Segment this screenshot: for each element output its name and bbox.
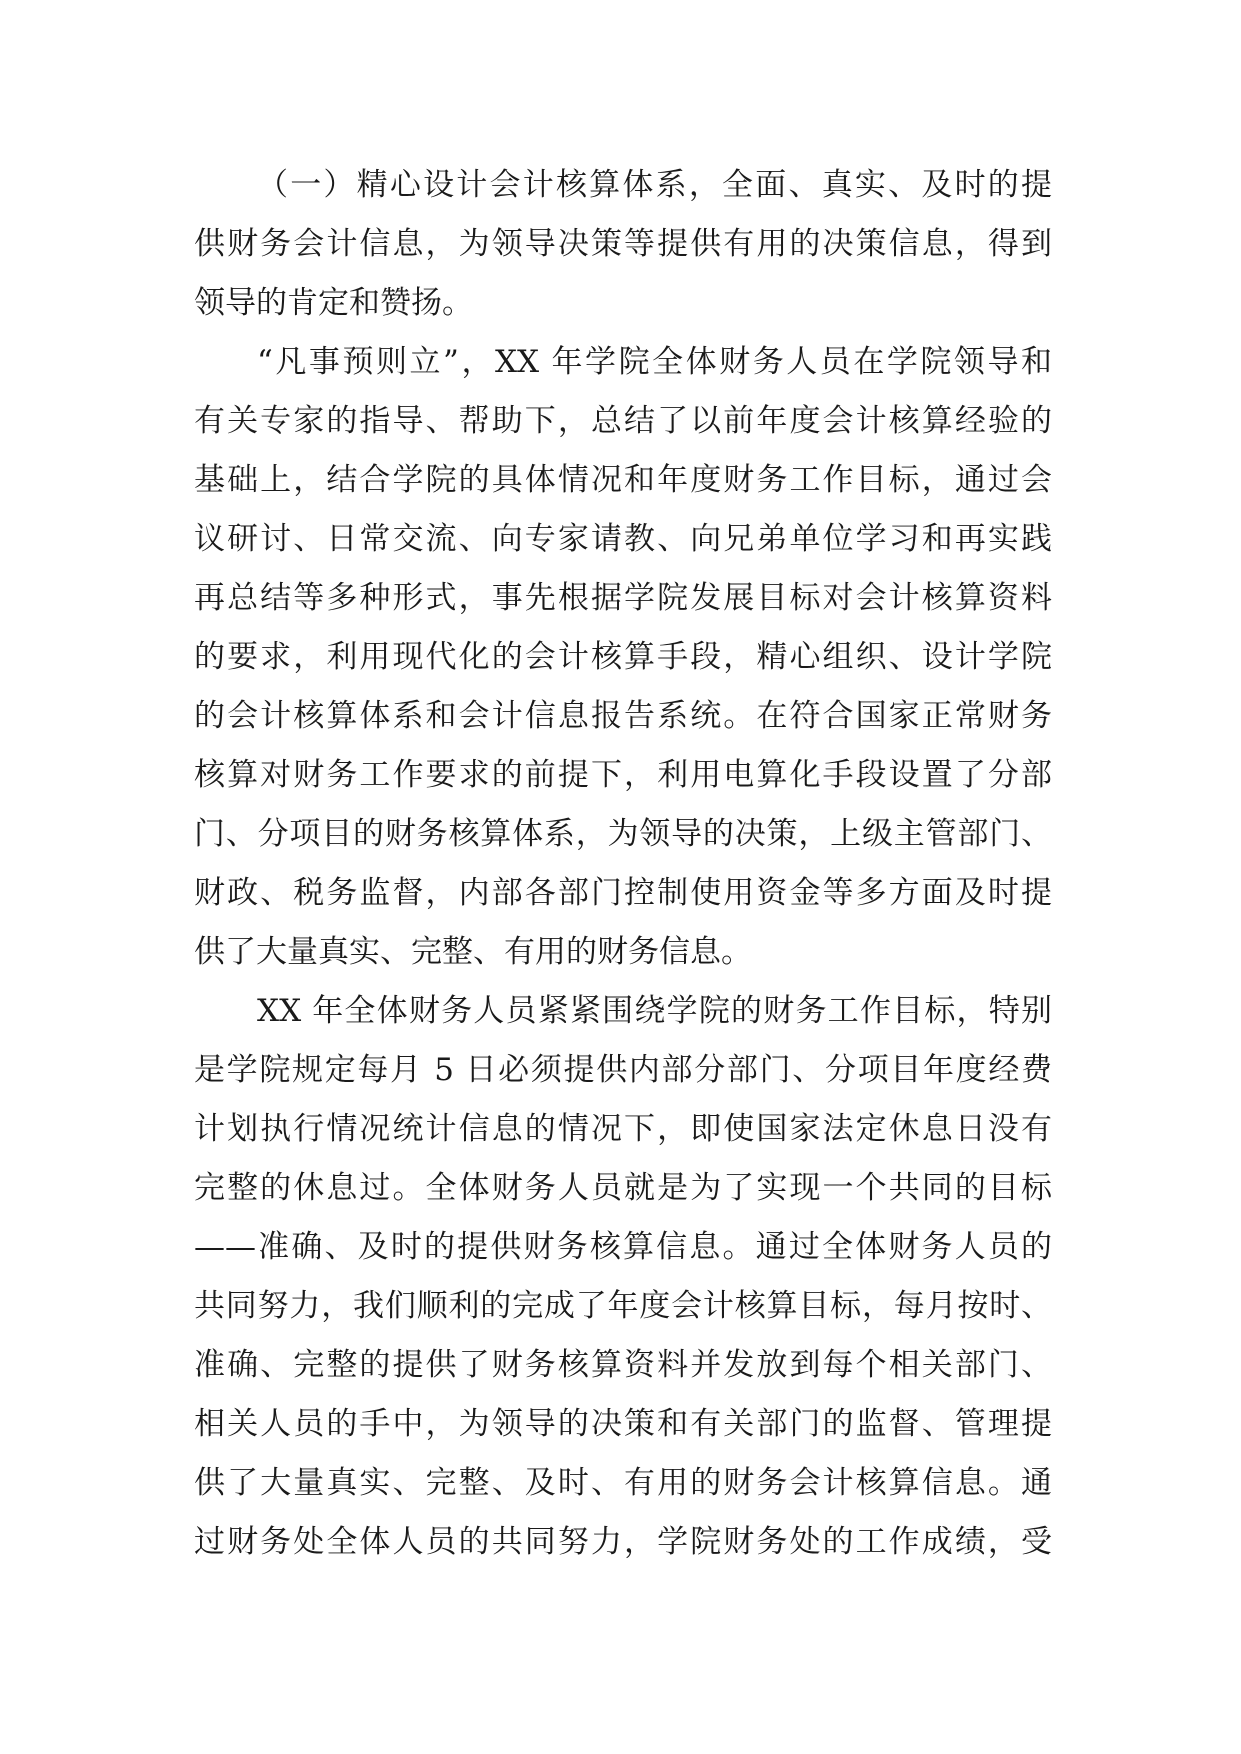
paragraph-3-line-5: ——准确、及时的提供财务核算信息。通过全体财务人员的 — [194, 1229, 1052, 1265]
paragraph-2-line-2: 有关专家的指导、帮助下，总结了以前年度会计核算经验的 — [194, 403, 1052, 439]
paragraph-1-line-3: 领导的肯定和赞扬。 — [194, 285, 473, 321]
paragraph-2-line-3: 基础上，结合学院的具体情况和年度财务工作目标，通过会 — [194, 462, 1052, 498]
paragraph-2-line-10: 财政、税务监督，内部各部门控制使用资金等多方面及时提 — [194, 875, 1052, 911]
paragraph-2-line-5: 再总结等多种形式，事先根据学院发展目标对会计核算资料 — [194, 580, 1052, 616]
paragraph-2-line-8: 核算对财务工作要求的前提下，利用电算化手段设置了分部 — [194, 757, 1052, 793]
paragraph-2-line-11: 供了大量真实、完整、有用的财务信息。 — [194, 934, 752, 970]
paragraph-3-line-7: 准确、完整的提供了财务核算资料并发放到每个相关部门、 — [194, 1347, 1052, 1383]
paragraph-1-line-1: （一）精心设计会计核算体系，全面、真实、及时的提 — [257, 167, 1052, 203]
paragraph-2-line-7: 的会计核算体系和会计信息报告系统。在符合国家正常财务 — [194, 698, 1052, 734]
paragraph-3-line-6: 共同努力，我们顺利的完成了年度会计核算目标，每月按时、 — [194, 1288, 1052, 1324]
paragraph-2-line-1: “凡事预则立”，XX 年学院全体财务人员在学院领导和 — [257, 344, 1052, 380]
paragraph-3-line-3: 计划执行情况统计信息的情况下，即使国家法定休息日没有 — [194, 1111, 1052, 1147]
paragraph-2-line-4: 议研讨、日常交流、向专家请教、向兄弟单位学习和再实践 — [194, 521, 1052, 557]
paragraph-3-line-4: 完整的休息过。全体财务人员就是为了实现一个共同的目标 — [194, 1170, 1052, 1206]
paragraph-2-line-6: 的要求，利用现代化的会计核算手段，精心组织、设计学院 — [194, 639, 1052, 675]
paragraph-3-line-9: 供了大量真实、完整、及时、有用的财务会计核算信息。通 — [194, 1465, 1052, 1501]
paragraph-3-line-1: XX 年全体财务人员紧紧围绕学院的财务工作目标，特别 — [257, 993, 1052, 1029]
paragraph-1-line-2: 供财务会计信息，为领导决策等提供有用的决策信息，得到 — [194, 226, 1052, 262]
paragraph-3-line-8: 相关人员的手中，为领导的决策和有关部门的监督、管理提 — [194, 1406, 1052, 1442]
paragraph-3-line-10: 过财务处全体人员的共同努力，学院财务处的工作成绩，受 — [194, 1524, 1052, 1560]
paragraph-3-line-2: 是学院规定每月 5 日必须提供内部分部门、分项目年度经费 — [194, 1052, 1052, 1088]
paragraph-2-line-9: 门、分项目的财务核算体系，为领导的决策，上级主管部门、 — [194, 816, 1052, 852]
